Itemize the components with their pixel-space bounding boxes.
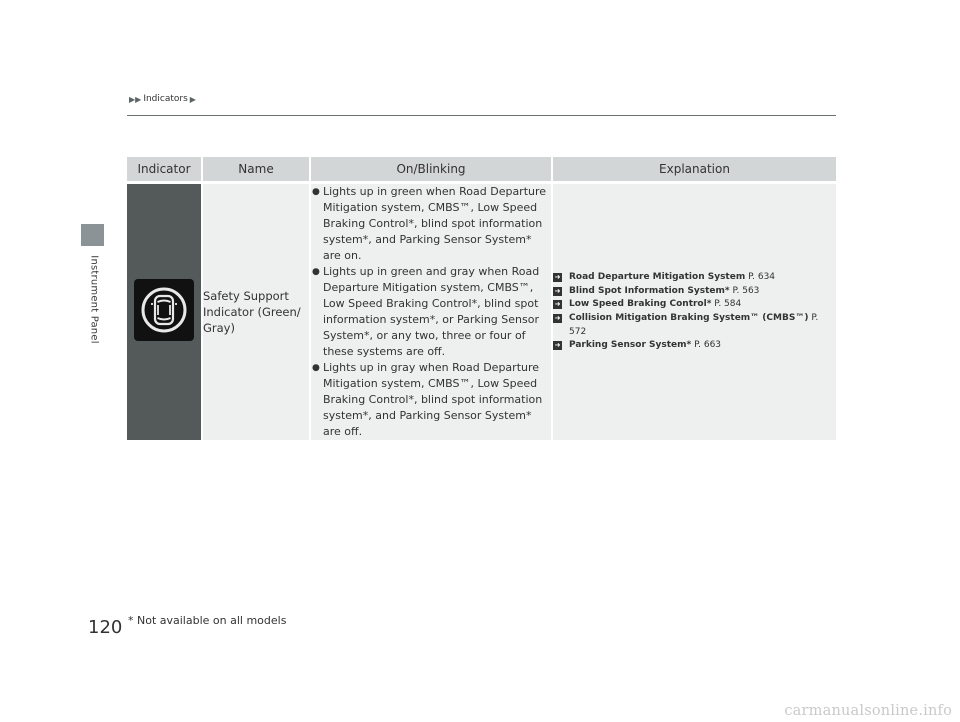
section-tab-marker <box>81 224 104 246</box>
section-side-label: Instrument Panel <box>88 254 100 344</box>
reference-arrow-icon: ➜ <box>554 314 561 322</box>
table-row <box>127 183 836 441</box>
page-number: 120 <box>88 617 123 638</box>
indicator-cell <box>127 183 202 441</box>
watermark: carmanualsonline.info <box>784 703 952 719</box>
reference-arrow-icon: ➜ <box>554 341 561 350</box>
on-blinking-list <box>311 184 551 440</box>
table-header-row <box>127 157 836 183</box>
header-on-blinking: On/Blinking <box>310 157 552 183</box>
breadcrumb <box>129 94 196 104</box>
reference-arrow-icon: ➜ <box>554 273 561 282</box>
indicator-name-cell <box>202 183 310 441</box>
list-item: ● Lights up in green when Road Departure Mitigation system, CMBS™, Low Speed Braking Control*, blind spot information system*, and Parking Sensor System* are on. <box>311 184 551 264</box>
header-explanation: Explanation <box>552 157 836 183</box>
indicator-table <box>127 157 836 440</box>
reference-arrow-icon: ➜ <box>554 286 561 295</box>
breadcrumb-section[interactable]: Indicators <box>143 94 188 104</box>
list-item: ● Lights up in green and gray when Road Departure Mitigation system, CMBS™, Low Speed Braking Control*, blind spot information system*, or Parking Sensor System*, or any two, three or four of these systems are off. <box>311 264 551 360</box>
breadcrumb-arrow-icon: ▶▶ <box>129 94 142 104</box>
safety-support-icon <box>134 279 194 341</box>
reference-list <box>553 271 836 353</box>
header-rule <box>127 115 836 116</box>
reference-link[interactable]: ➜ Collision Mitigation Braking System™ (CMBS™) P. 572 <box>554 313 819 337</box>
reference-link[interactable]: ➜ Blind Spot Information System* P. 563 <box>554 285 760 296</box>
footnote: * Not available on all models <box>128 614 287 627</box>
reference-arrow-icon: ➜ <box>554 300 561 309</box>
explanation-cell <box>552 183 836 441</box>
on-blinking-cell <box>310 183 552 441</box>
header-indicator: Indicator <box>127 157 202 183</box>
list-item: ● Lights up in gray when Road Departure Mitigation system, CMBS™, Low Speed Braking Control*, blind spot information system*, and Parking Sensor System* are off. <box>311 360 551 440</box>
reference-link[interactable]: ➜ Parking Sensor System* P. 663 <box>554 340 722 351</box>
indicator-name: Safety Support Indicator (Green/ Gray) <box>203 289 301 335</box>
header-name: Name <box>202 157 310 183</box>
breadcrumb-arrow-icon: ▶ <box>189 94 196 104</box>
reference-link[interactable]: ➜ Road Departure Mitigation System P. 634 <box>554 272 776 283</box>
reference-link[interactable]: ➜ Low Speed Braking Control* P. 584 <box>554 299 742 310</box>
